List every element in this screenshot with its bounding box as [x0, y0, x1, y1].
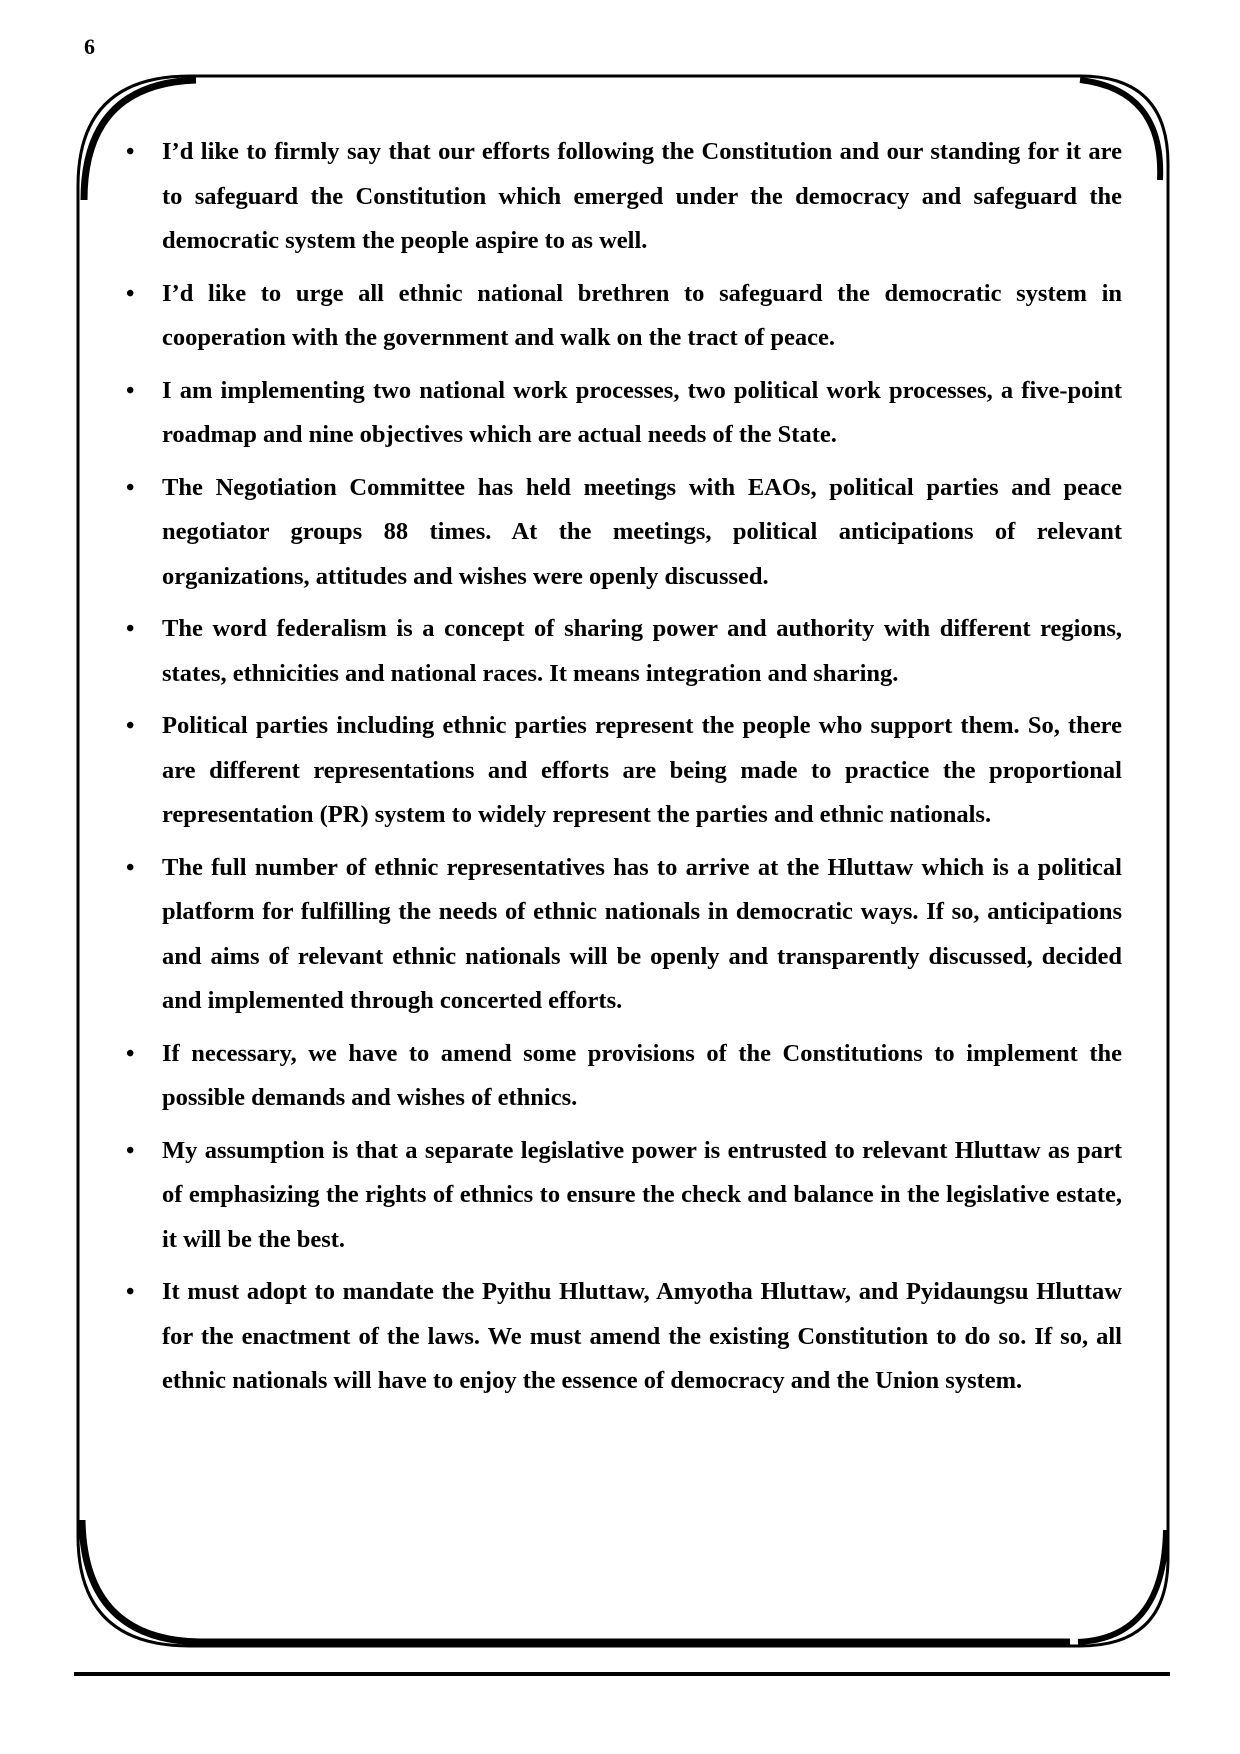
- bullet-dot: •: [126, 377, 135, 404]
- list-item: [112, 369, 1122, 458]
- bullet-dot: •: [126, 616, 135, 642]
- bullet-content: [112, 130, 1122, 1412]
- list-item: [112, 1270, 1122, 1404]
- bullet-text: Political parties including ethnic parties represent the people who support them. So, there are different representations and efforts are being made to practice the proportional representation (PR) system to widely represent the parties and ethnic nationals.: [162, 712, 1122, 828]
- bullet-text: The full number of ethnic representatives has to arrive at the Hluttaw which is a political platform for fulfilling the needs of ethnic nationals in democratic ways. If so, anticipations and aims of relevant ethnic nationals will be openly and transparently discussed, decided and implemented through concerted efforts.: [162, 853, 1122, 1014]
- list-item: [112, 704, 1122, 838]
- bullet-dot: •: [126, 713, 135, 739]
- bullet-dot: •: [126, 854, 135, 881]
- bullet-list: [112, 130, 1122, 1404]
- bullet-text: It must adopt to mandate the Pyithu Hluttaw, Amyotha Hluttaw, and Pyidaungsu Hluttaw for the enactment of the laws. We must amend the existing Constitution to do so. If so, all ethnic nationals will have to enjoy the essence of democracy and the Union system.: [162, 1278, 1122, 1394]
- bullet-dot: •: [126, 1040, 135, 1067]
- bullet-dot: •: [126, 1279, 135, 1305]
- list-item: [112, 1032, 1122, 1121]
- bullet-dot: •: [126, 139, 135, 165]
- bullet-text: I am implementing two national work processes, two political work processes, a five-point roadmap and nine objectives which are actual needs of the State.: [162, 376, 1122, 448]
- bullet-dot: •: [126, 280, 135, 307]
- list-item: [112, 607, 1122, 696]
- bullet-text: My assumption is that a separate legislative power is entrusted to relevant Hluttaw as part of emphasizing the rights of ethnics to ensure the check and balance in the legislative estate, it will be the best.: [162, 1136, 1122, 1253]
- list-item: [112, 466, 1122, 600]
- bullet-dot: •: [126, 474, 135, 501]
- footer-rule: [74, 1672, 1170, 1676]
- list-item: [112, 1129, 1122, 1263]
- list-item: [112, 272, 1122, 361]
- bullet-text: The Negotiation Committee has held meetings with EAOs, political parties and peace negotiator groups 88 times. At the meetings, political anticipations of relevant organizations, attitudes and wishes were openly discussed.: [162, 473, 1122, 590]
- list-item: [112, 846, 1122, 1024]
- bullet-text: I’d like to firmly say that our efforts following the Constitution and our standing for it are to safeguard the Constitution which emerged under the democracy and safeguard the democratic system the people aspire to as well.: [162, 138, 1122, 254]
- bullet-text: If necessary, we have to amend some provisions of the Constitutions to implement the possible demands and wishes of ethnics.: [162, 1039, 1122, 1111]
- page-number: 6: [84, 34, 95, 59]
- bullet-dot: •: [126, 1137, 135, 1164]
- list-item: [112, 130, 1122, 264]
- bullet-text: The word federalism is a concept of sharing power and authority with different regions, states, ethnicities and national races. It means integration and sharing.: [162, 615, 1122, 687]
- bullet-text: I’d like to urge all ethnic national brethren to safeguard the democratic system in cooperation with the government and walk on the tract of peace.: [162, 279, 1122, 351]
